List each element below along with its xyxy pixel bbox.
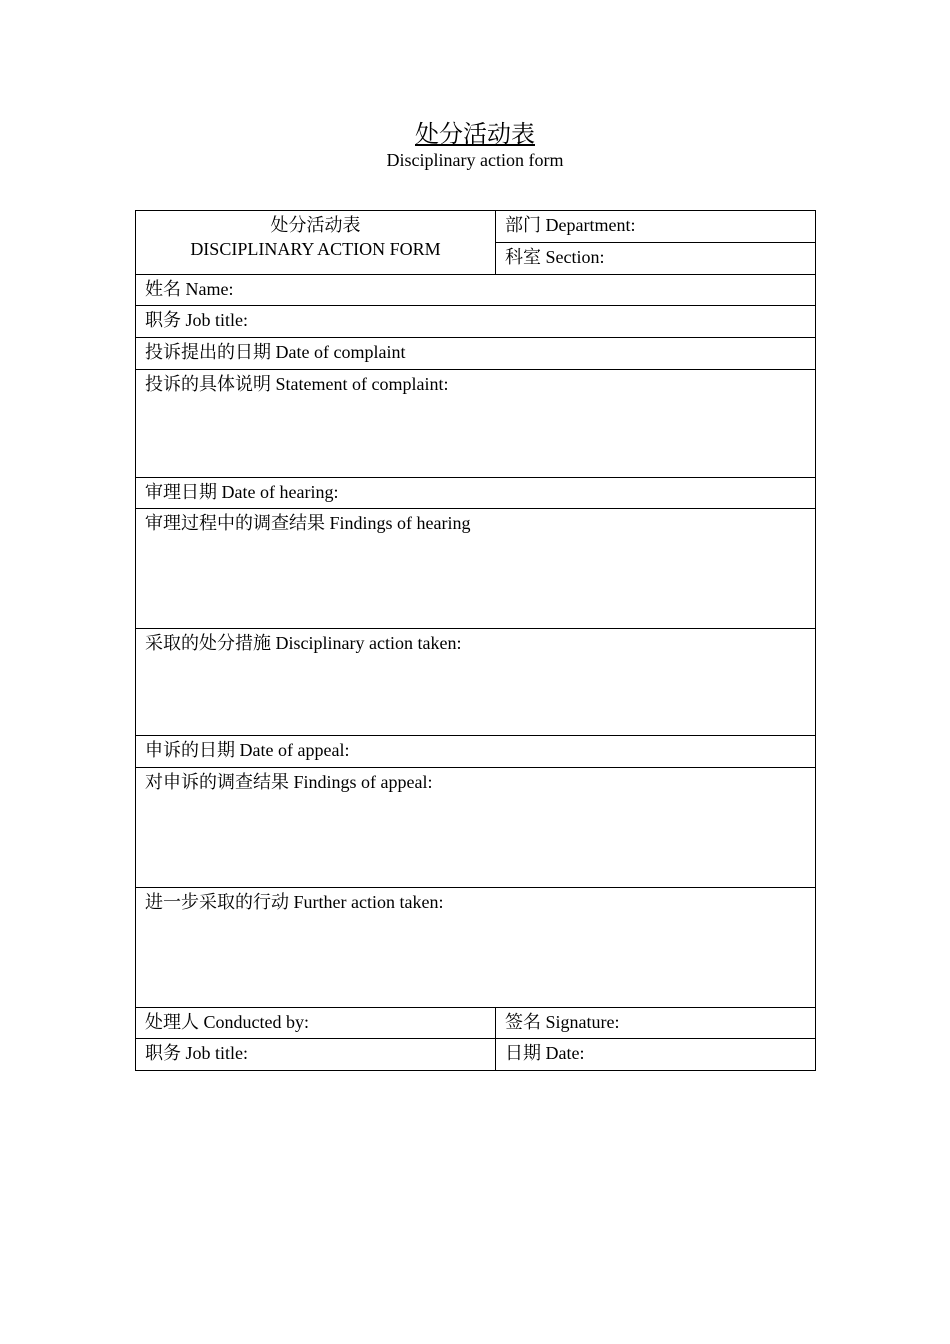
section-field[interactable]: 科室 Section: (496, 243, 816, 275)
conducted-by-field[interactable]: 处理人 Conducted by: (136, 1008, 496, 1039)
findings-of-hearing-field[interactable]: 审理过程中的调查结果 Findings of hearing (136, 509, 816, 629)
date-of-appeal-field[interactable]: 申诉的日期 Date of appeal: (136, 736, 816, 768)
form-header-chinese: 处分活动表 (270, 215, 361, 235)
disciplinary-action-form-table (135, 210, 816, 1071)
date-field[interactable]: 日期 Date: (496, 1039, 816, 1071)
document-title-english: Disciplinary action form (386, 150, 564, 170)
statement-of-complaint-field[interactable]: 投诉的具体说明 Statement of complaint: (136, 370, 816, 478)
job-title-field[interactable]: 职务 Job title: (136, 306, 816, 338)
date-of-hearing-field[interactable]: 审理日期 Date of hearing: (136, 478, 816, 509)
document-title-chinese: 处分活动表 (415, 122, 535, 148)
name-field[interactable]: 姓名 Name: (136, 275, 816, 306)
findings-of-appeal-field[interactable]: 对申诉的调查结果 Findings of appeal: (136, 768, 816, 888)
conductor-job-title-field[interactable]: 职务 Job title: (136, 1039, 496, 1071)
further-action-taken-field[interactable]: 进一步采取的行动 Further action taken: (136, 888, 816, 1008)
form-header-cell (136, 211, 496, 275)
department-field[interactable]: 部门 Department: (496, 211, 816, 243)
disciplinary-action-taken-field[interactable]: 采取的处分措施 Disciplinary action taken: (136, 629, 816, 736)
date-of-complaint-field[interactable]: 投诉提出的日期 Date of complaint (136, 338, 816, 370)
signature-field[interactable]: 签名 Signature: (496, 1008, 816, 1039)
document-title-block (0, 120, 950, 171)
form-header-english: DISCIPLINARY ACTION FORM (190, 239, 441, 259)
